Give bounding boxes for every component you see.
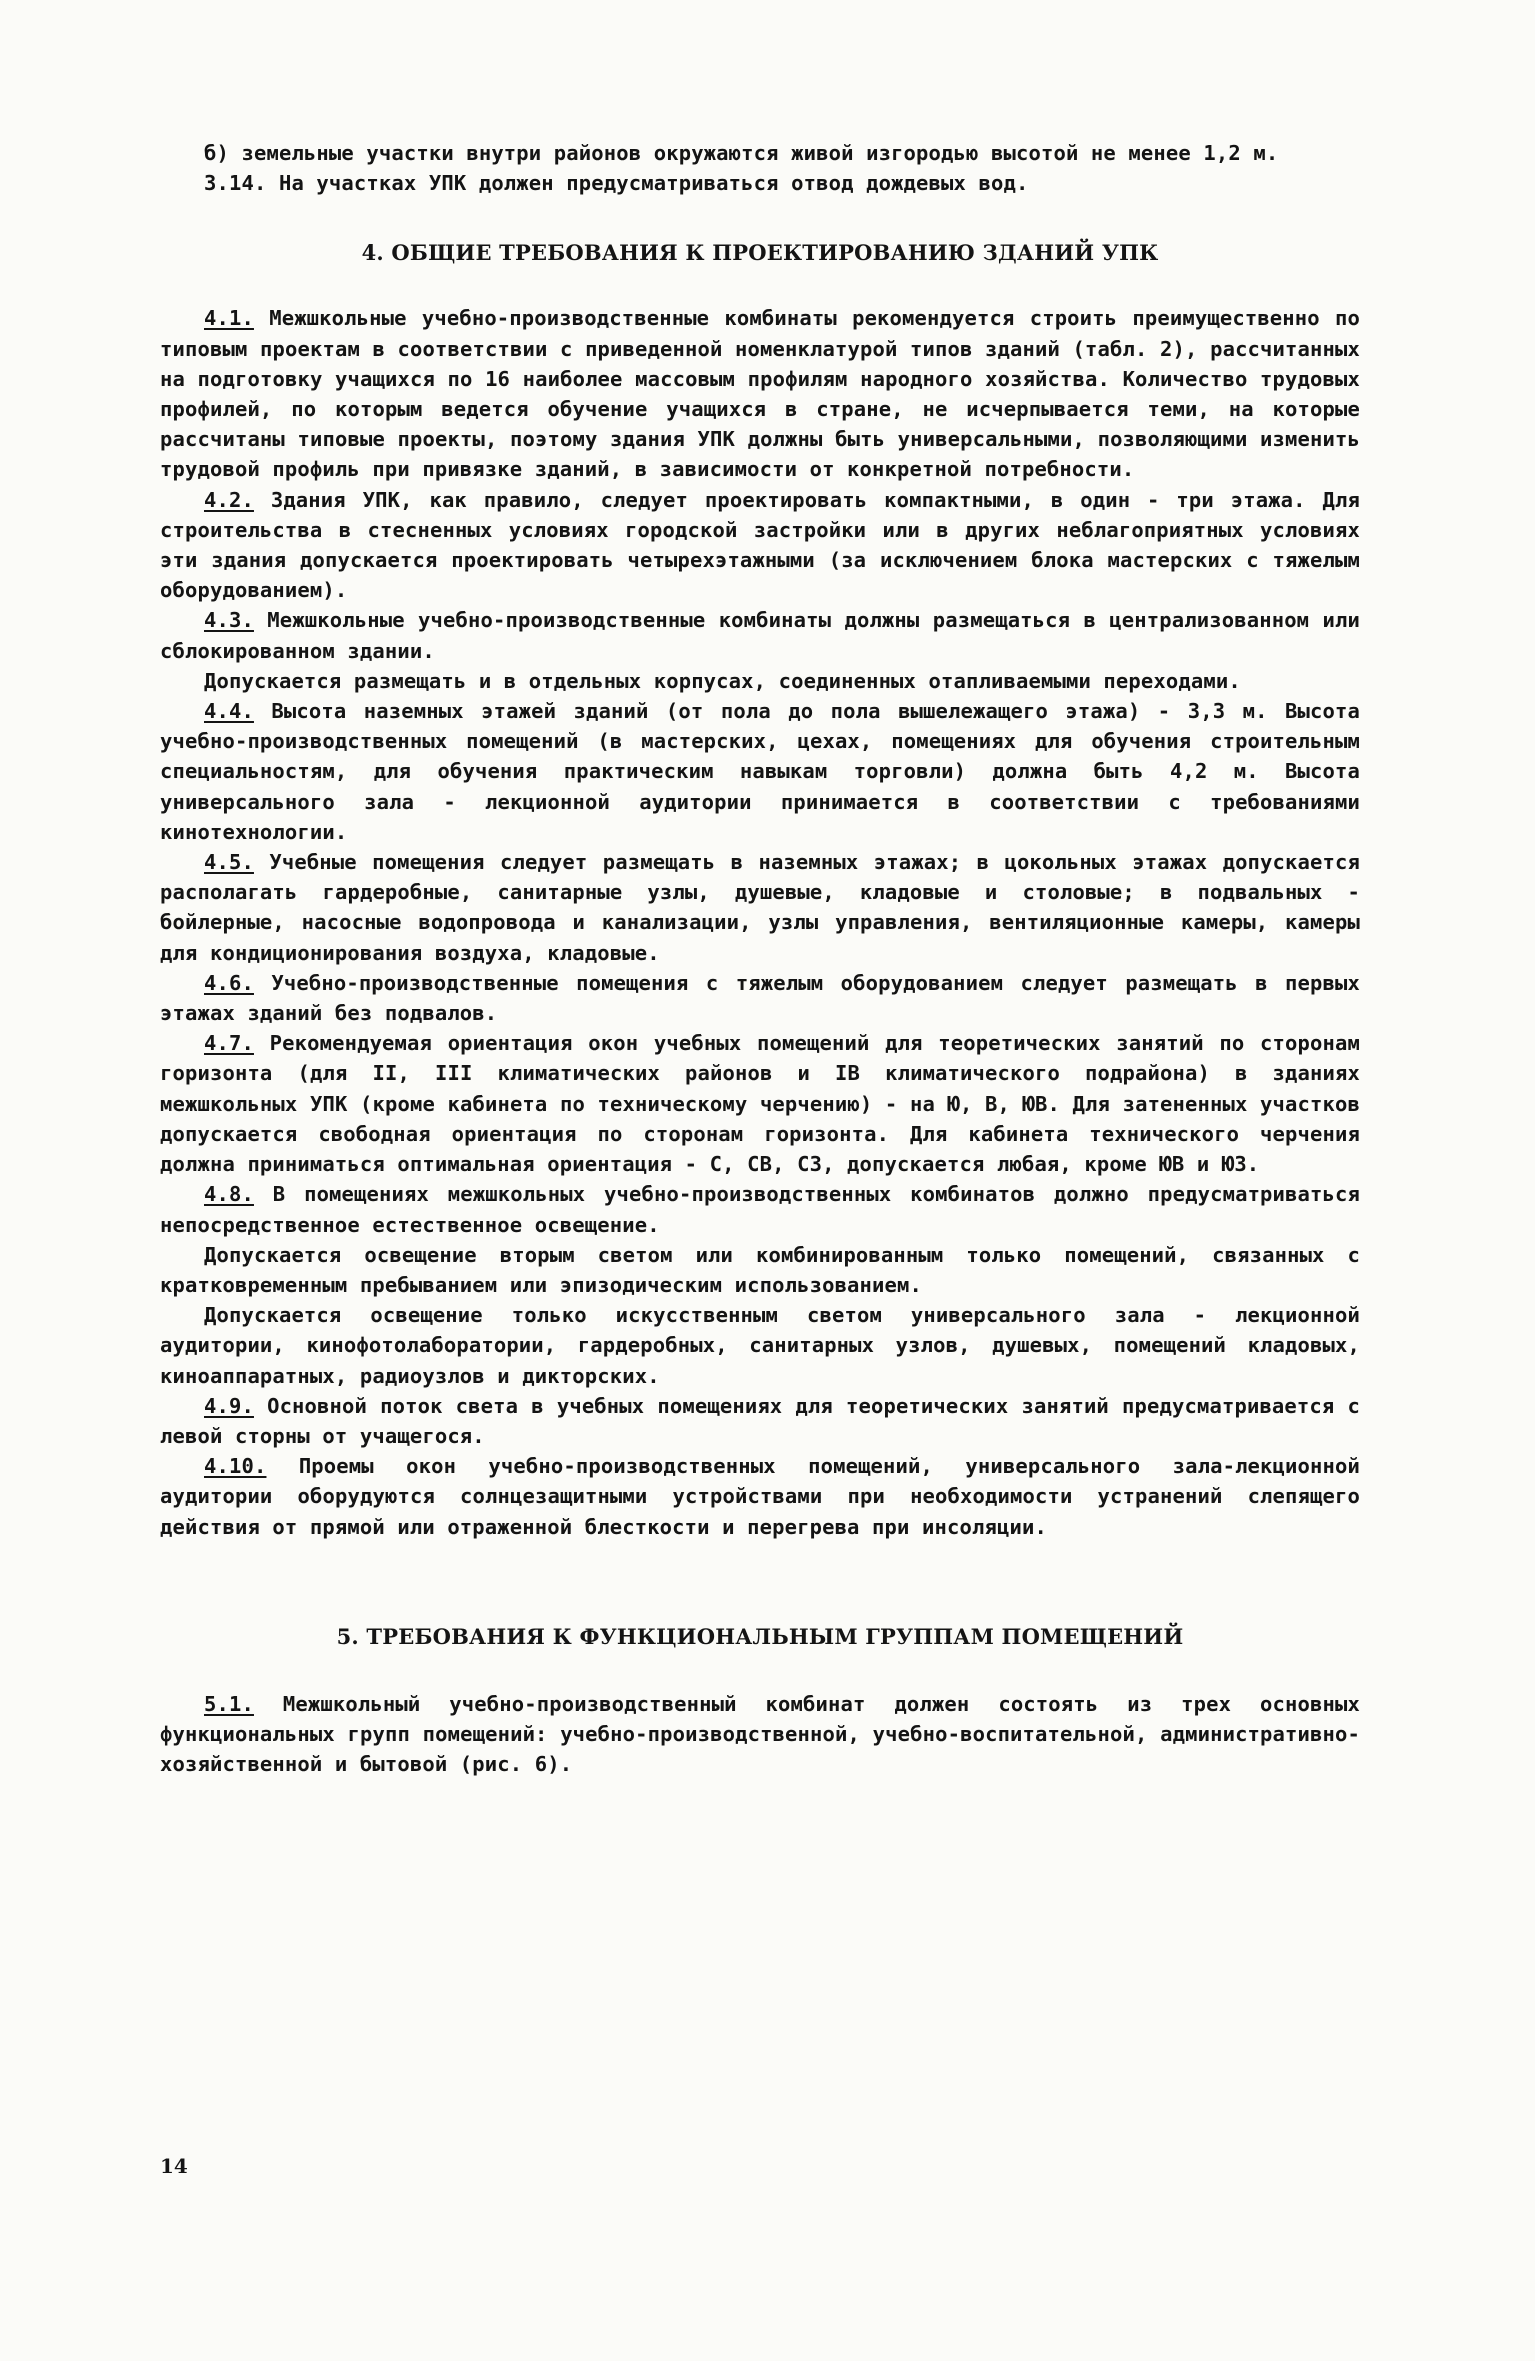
clause-4-8-continued-2 [160,1300,1360,1391]
clause-text: Допускается освещение вторым светом или комбинированным только помещений, связанных с кратковременным пребыванием или эпизодическим использованием. [160,1242,1360,1297]
clause-4-4 [160,696,1360,847]
section-5-heading: 5. ТРЕБОВАНИЯ К ФУНКЦИОНАЛЬНЫМ ГРУППАМ ПОМЕЩЕНИЙ [336,1623,1184,1649]
clause-4-5 [160,847,1360,968]
clause-4-1 [160,303,1360,484]
clause-text: Учебные помещения следует размещать в наземных этажах; в цокольных этажах допускается располагать гардеробные, санитарные узлы, душевые, кладовые и столовые; в подвальных - бойлерные, насосные водопровода и канализации, узлы управления, вентиляционные камеры, камеры для кондиционирования воздуха, кладовые. [160,850,1360,965]
clause-4-9 [160,1391,1360,1451]
clause-number: 5.1. [204,1691,254,1716]
clause-text: Допускается размещать и в отдельных корпусах, соединенных отапливаемыми переходами. [204,668,1241,693]
clause-number: 4.4. [204,699,254,724]
clause-text: Межшкольные учебно-производственные комбинаты рекомендуется строить преимущественно по типовым проектам в соответствии с приведенной номенклатурой типов зданий (табл. 2), рассчитанных на подготовку учащихся по 16 наиболее массовым профилям народного хозяйства. Количество трудовых профилей, по которым ведется обучение учащихся в стране, не исчерпывается теми, на которые рассчитаны типовые проекты, поэтому здания УПК должны быть универсальными, позволяющими изменить трудовой профиль при привязке зданий, в зависимости от конкретной потребности. [160,306,1360,482]
clause-4-8 [160,1179,1360,1239]
clause-4-2 [160,485,1360,606]
clause-4-8-continued-1 [160,1240,1360,1300]
clause-number: 4.8. [204,1182,254,1207]
clause-4-3-continued [160,666,1360,696]
intro-paragraph-1: б) земельные участки внутри районов окружаются живой изгородью высотой не менее 1,2 м. [204,141,1279,165]
clause-4-10 [160,1451,1360,1542]
clause-5-1 [160,1689,1360,1780]
page-number: 14 [160,2154,188,2178]
clause-number: 4.3. [204,608,254,633]
clause-text: Межшкольный учебно-производственный комбинат должен состоять из трех основных функциональных групп помещений: учебно-производственной, учебно-воспитательной, административно-хозяйственной и бытовой (рис. 6). [160,1691,1360,1777]
clause-text: Учебно-производственные помещения с тяжелым оборудованием следует размещать в первых этажах зданий без подвалов. [160,970,1360,1026]
section-4-heading: 4. ОБЩИЕ ТРЕБОВАНИЯ К ПРОЕКТИРОВАНИЮ ЗДАНИЙ УПК [361,240,1159,266]
clause-number: 4.5. [204,850,254,875]
clause-number: 4.10. [204,1454,267,1479]
clause-number: 4.1. [204,306,254,331]
clause-number: 4.6. [204,970,254,995]
intro-paragraph-2: 3.14. На участках УПК должен предусматриваться отвод дождевых вод. [204,171,1029,196]
clause-text: Здания УПК, как правило, следует проектировать компактными, в один - три этажа. Для строительства в стесненных условиях городской застройки или в других неблагоприятных условиях эти здания допускается проектировать четырехэтажными (за исключением блока мастерских с тяжелым оборудованием). [160,487,1360,603]
clause-text: Рекомендуемая ориентация окон учебных помещений для теоретических занятий по сторонам горизонта (для II, III климатических районов и IВ климатического подрайона) в зданиях межшкольных УПК (кроме кабинета по техническому черчению) - на Ю, В, ЮВ. Для затененных участков допускается свободная ориентация по сторонам горизонта. Для кабинета технического черчения должна приниматься оптимальная ориентация - С, СВ, СЗ, допускается любая, кроме ЮВ и ЮЗ. [160,1031,1360,1177]
clause-4-6 [160,968,1360,1028]
clause-number: 4.2. [204,487,254,512]
clause-text: Основной поток света в учебных помещениях для теоретических занятий предусматривается с левой сторны от учащегося. [160,1393,1360,1448]
clause-text: Высота наземных этажей зданий (от пола до пола вышележащего этажа) - 3,3 м. Высота учебно-производственных помещений (в мастерских, цехах, помещениях для обучения строительным специальностям, для обучения практическим навыкам торговли) должна быть 4,2 м. Высота универсального зала - лекционной аудитории принимается в соответствии с требованиями кинотехнологии. [160,699,1360,844]
clause-text: Межшкольные учебно-производственные комбинаты должны размещаться в централизованном или сблокированном здании. [160,608,1360,663]
clause-4-3 [160,605,1360,665]
clause-number: 4.7. [204,1031,254,1056]
page-body [160,138,1360,1779]
clause-text: В помещениях межшкольных учебно-производственных комбинатов должно предусматриваться непосредственное естественное освещение. [160,1182,1360,1237]
clause-4-7 [160,1028,1360,1179]
clause-text: Проемы окон учебно-производственных помещений, универсального зала-лекционной аудитории оборудуются солнцезащитными устройствами при необходимости устранений слепящего действия от прямой или отраженной блесткости и перегрева при инсоляции. [160,1454,1360,1539]
clause-number: 4.9. [204,1393,254,1418]
clause-text: Допускается освещение только искусственным светом универсального зала - лекционной аудитории, кинофотолаборатории, гардеробных, санитарных узлов, душевых, помещений кладовых, киноаппаратных, радиоузлов и дикторских. [160,1303,1360,1388]
